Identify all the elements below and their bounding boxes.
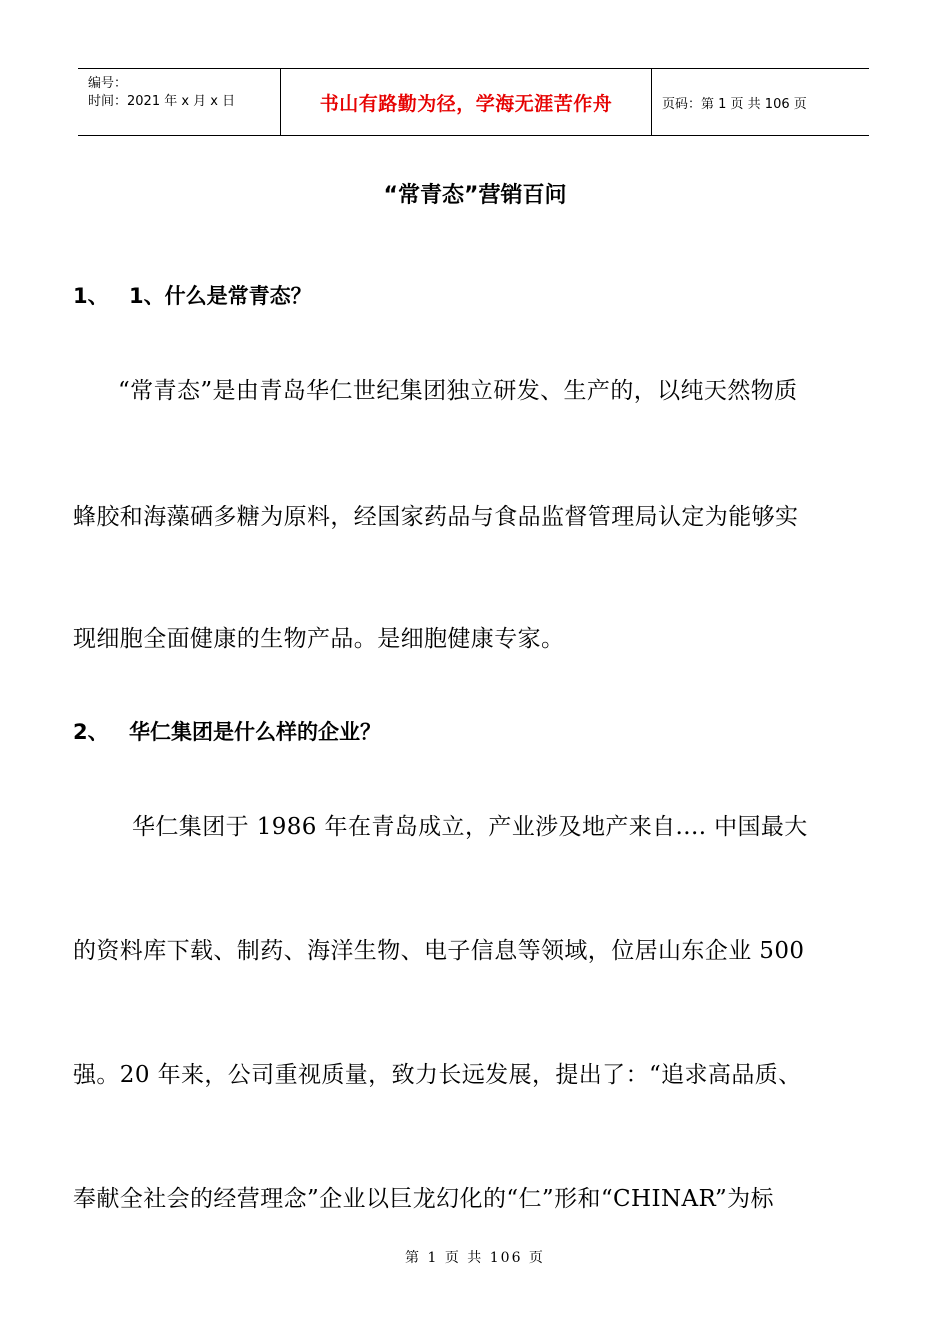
paragraph-line: 蜂胶和海藻硒多糖为原料，经国家药品与食品监督管理局认定为能够实 (73, 504, 799, 530)
page-footer: 第 1 页 共 106 页 (405, 1250, 545, 1266)
section-number: 2、 (73, 720, 109, 744)
paragraph-line: 的资料库下载、制药、海洋生物、电子信息等领域，位居山东企业 500 (73, 938, 805, 964)
section-number: 1、 (73, 284, 109, 308)
time-label: 时间：2021 年 x 月 x 日 (88, 94, 236, 109)
paragraph-line: “常青态”是由青岛华仁世纪集团独立研发、生产的，以纯天然物质 (118, 378, 798, 404)
header-motto: 书山有路勤为径，学海无涯苦作舟 (281, 69, 652, 135)
number-label: 编号： (88, 76, 128, 91)
document-title: “常青态”营销百问 (383, 183, 567, 208)
paragraph-line: 奉献全社会的经营理念”企业以巨龙幻化的“仁”形和“CHINAR”为标 (73, 1186, 774, 1212)
section-heading-1 (73, 280, 312, 310)
header-meta (78, 69, 281, 135)
paragraph-line: 华仁集团于 1986 年在青岛成立，产业涉及地产来自.... 中国最大 (132, 814, 808, 840)
section-heading-2 (73, 716, 381, 746)
paragraph-line: 强。20 年来，公司重视质量，致力长远发展，提出了：“追求高品质、 (73, 1062, 802, 1088)
section-heading-text: 1、什么是常青态？ (129, 284, 312, 308)
page-header (78, 68, 869, 136)
paragraph-line: 现细胞全面健康的生物产品。是细胞健康专家。 (73, 626, 565, 652)
header-page-info: 页码：第 1 页 共 106 页 (662, 96, 807, 112)
section-heading-text: 华仁集团是什么样的企业？ (129, 720, 381, 744)
